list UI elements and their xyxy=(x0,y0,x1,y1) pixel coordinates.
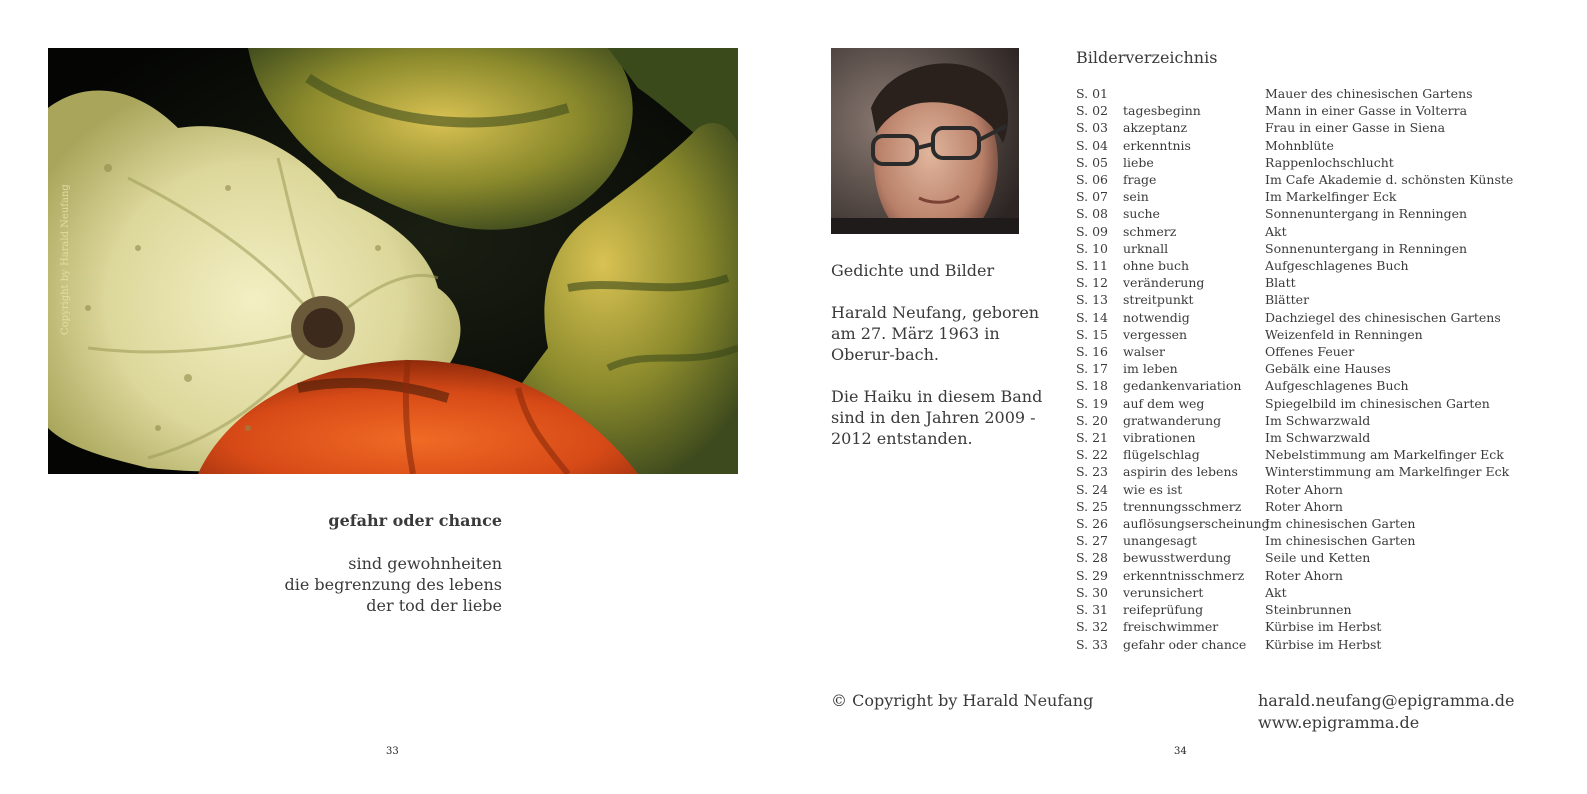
index-page-number: S. 11 xyxy=(1076,258,1108,274)
index-page-number: S. 10 xyxy=(1076,240,1108,256)
bio-paragraph-haiku: Die Haiku in diesem Band sind in den Jahren 2009 - 2012 entstanden. xyxy=(831,387,1043,448)
author-portrait-image xyxy=(831,48,1019,234)
index-page-number: S. 04 xyxy=(1076,137,1108,153)
picture-index-rows xyxy=(1076,85,1516,653)
index-page-number: S. 16 xyxy=(1076,344,1108,360)
index-picture-title: Kürbise im Herbst xyxy=(1265,619,1382,635)
index-page-number: S. 18 xyxy=(1076,378,1108,394)
index-picture-title: Dachziegel des chinesischen Gartens xyxy=(1265,309,1501,325)
index-page-number: S. 25 xyxy=(1076,498,1108,514)
right-page xyxy=(793,0,1587,794)
index-poem-title: vergessen xyxy=(1123,326,1188,342)
picture-index xyxy=(1076,48,1516,653)
index-poem-title: erkenntnis xyxy=(1123,137,1191,153)
index-page-number: S. 12 xyxy=(1076,275,1108,291)
index-poem-title: auf dem weg xyxy=(1123,395,1205,411)
author-portrait xyxy=(831,48,1019,234)
author-bio xyxy=(831,260,1061,470)
picture-index-heading: Bilderverzeichnis xyxy=(1076,48,1218,67)
index-page-number: S. 09 xyxy=(1076,223,1108,239)
index-picture-title: Akt xyxy=(1265,584,1287,600)
index-poem-title: verunsichert xyxy=(1123,584,1204,600)
photo-credit-text: Copyright by Harald Neufang xyxy=(60,184,71,335)
index-poem-title: ohne buch xyxy=(1123,258,1190,274)
photo-credit-watermark xyxy=(48,184,71,335)
index-poem-title: tagesbeginn xyxy=(1123,103,1201,119)
index-poem-title: bewusstwerdung xyxy=(1123,550,1232,566)
index-page-number: S. 07 xyxy=(1076,189,1108,205)
index-picture-title: Im Schwarzwald xyxy=(1265,430,1371,446)
index-poem-title: streitpunkt xyxy=(1123,292,1194,308)
picture-index-row xyxy=(1076,567,1516,584)
index-poem-title: liebe xyxy=(1123,154,1154,170)
index-picture-title: Blätter xyxy=(1265,292,1310,308)
index-poem-title: im leben xyxy=(1123,361,1178,377)
index-picture-title: Gebälk eine Hauses xyxy=(1265,361,1391,377)
picture-index-row xyxy=(1076,137,1516,154)
index-poem-title: trennungsschmerz xyxy=(1123,498,1242,514)
picture-index-row xyxy=(1076,601,1516,618)
index-page-number: S. 13 xyxy=(1076,292,1108,308)
index-picture-title: Mauer des chinesischen Gartens xyxy=(1265,86,1473,101)
picture-index-row xyxy=(1076,618,1516,635)
picture-index-row xyxy=(1076,119,1516,136)
index-poem-title: schmerz xyxy=(1123,223,1177,239)
page-number: 33 xyxy=(386,746,399,757)
picture-index-row xyxy=(1076,377,1516,394)
index-picture-title: Spiegelbild im chinesischen Garten xyxy=(1265,395,1490,411)
index-page-number: S. 05 xyxy=(1076,154,1108,170)
index-poem-title: veränderung xyxy=(1123,275,1205,291)
index-picture-title: Akt xyxy=(1265,223,1287,239)
index-poem-title: sein xyxy=(1123,189,1149,205)
picture-index-row xyxy=(1076,412,1516,429)
picture-index-row xyxy=(1076,429,1516,446)
index-poem-title: gefahr oder chance xyxy=(1123,636,1247,652)
index-picture-title: Im Schwarzwald xyxy=(1265,412,1371,428)
index-page-number: S. 31 xyxy=(1076,602,1108,618)
index-page-number: S. 21 xyxy=(1076,430,1108,446)
index-picture-title: Seile und Ketten xyxy=(1265,550,1371,566)
index-picture-title: Sonnenuntergang in Renningen xyxy=(1265,206,1468,222)
picture-index-row xyxy=(1076,223,1516,240)
index-picture-title: Frau in einer Gasse in Siena xyxy=(1265,120,1446,136)
website-address: www.epigramma.de xyxy=(1258,713,1420,732)
picture-index-row xyxy=(1076,498,1516,515)
index-page-number: S. 14 xyxy=(1076,309,1108,325)
picture-index-row xyxy=(1076,188,1516,205)
index-picture-title: Offenes Feuer xyxy=(1265,344,1355,360)
picture-index-row xyxy=(1076,291,1516,308)
index-poem-title: freischwimmer xyxy=(1123,619,1219,635)
index-poem-title: walser xyxy=(1123,344,1165,360)
index-picture-title: Im Markelfinger Eck xyxy=(1265,189,1397,205)
index-picture-title: Mann in einer Gasse in Volterra xyxy=(1265,103,1468,119)
poem-title: gefahr oder chance xyxy=(328,511,502,530)
index-picture-title: Steinbrunnen xyxy=(1265,602,1352,618)
index-page-number: S. 17 xyxy=(1076,361,1108,377)
picture-index-row xyxy=(1076,240,1516,257)
index-poem-title: vibrationen xyxy=(1123,430,1196,446)
poem-line: der tod der liebe xyxy=(366,596,502,615)
index-page-number: S. 01 xyxy=(1076,86,1108,101)
index-poem-title: akzeptanz xyxy=(1123,120,1188,136)
picture-index-row xyxy=(1076,102,1516,119)
picture-index-row xyxy=(1076,274,1516,291)
index-picture-title: Roter Ahorn xyxy=(1265,481,1343,497)
picture-index-row xyxy=(1076,446,1516,463)
index-page-number: S. 22 xyxy=(1076,447,1108,463)
copyright-notice: © Copyright by Harald Neufang xyxy=(831,691,1094,710)
index-poem-title: gedankenvariation xyxy=(1123,378,1242,394)
book-subtitle: Gedichte und Bilder xyxy=(831,261,995,280)
index-page-number: S. 26 xyxy=(1076,516,1108,532)
index-poem-title: flügelschlag xyxy=(1123,447,1200,463)
pumpkin-photo xyxy=(48,48,738,474)
index-page-number: S. 20 xyxy=(1076,412,1108,428)
left-page xyxy=(0,0,793,794)
picture-index-row xyxy=(1076,549,1516,566)
index-poem-title: suche xyxy=(1123,206,1160,222)
index-picture-title: Aufgeschlagenes Buch xyxy=(1265,258,1409,274)
index-picture-title: Aufgeschlagenes Buch xyxy=(1265,378,1409,394)
index-poem-title: auflösungserscheinung xyxy=(1123,516,1270,532)
picture-index-row xyxy=(1076,85,1516,102)
index-picture-title: Kürbise im Herbst xyxy=(1265,636,1382,652)
poem xyxy=(102,510,502,616)
index-page-number: S. 15 xyxy=(1076,326,1108,342)
index-page-number: S. 23 xyxy=(1076,464,1108,480)
index-picture-title: Nebelstimmung am Markelfinger Eck xyxy=(1265,447,1504,463)
picture-index-row xyxy=(1076,257,1516,274)
bio-paragraph-birth: Harald Neufang, geboren am 27. März 1963 in Oberur-bach. xyxy=(831,303,1040,364)
index-page-number: S. 33 xyxy=(1076,636,1108,652)
index-poem-title: urknall xyxy=(1123,240,1169,256)
index-poem-title: unangesagt xyxy=(1123,533,1197,549)
index-picture-title: Weizenfeld in Renningen xyxy=(1265,326,1423,342)
index-picture-title: Im chinesischen Garten xyxy=(1265,516,1416,532)
index-picture-title: Roter Ahorn xyxy=(1265,567,1343,583)
index-poem-title: aspirin des lebens xyxy=(1123,464,1238,480)
index-picture-title: Blatt xyxy=(1265,275,1296,291)
poem-line: sind gewohnheiten xyxy=(348,554,502,573)
index-picture-title: Im Cafe Akademie d. schönsten Künste xyxy=(1265,172,1514,188)
picture-index-row xyxy=(1076,154,1516,171)
index-poem-title xyxy=(1123,85,1265,102)
contact-info xyxy=(1258,690,1515,734)
page-number: 34 xyxy=(1174,746,1187,757)
picture-index-row xyxy=(1076,532,1516,549)
index-picture-title: Sonnenuntergang in Renningen xyxy=(1265,240,1468,256)
index-poem-title: reifeprüfung xyxy=(1123,602,1204,618)
index-page-number: S. 03 xyxy=(1076,120,1108,136)
index-page-number: S. 28 xyxy=(1076,550,1108,566)
index-poem-title: wie es ist xyxy=(1123,481,1183,497)
picture-index-row xyxy=(1076,584,1516,601)
pumpkin-photo-image xyxy=(48,48,738,474)
picture-index-row xyxy=(1076,326,1516,343)
email-address: harald.neufang@epigramma.de xyxy=(1258,691,1515,710)
index-page-number: S. 02 xyxy=(1076,103,1108,119)
index-page-number: S. 30 xyxy=(1076,584,1108,600)
picture-index-row xyxy=(1076,481,1516,498)
picture-index-row xyxy=(1076,171,1516,188)
index-poem-title: notwendig xyxy=(1123,309,1190,325)
picture-index-row xyxy=(1076,395,1516,412)
index-page-number: S. 08 xyxy=(1076,206,1108,222)
poem-line: die begrenzung des lebens xyxy=(284,575,502,594)
index-page-number: S. 27 xyxy=(1076,533,1108,549)
index-picture-title: Winterstimmung am Markelfinger Eck xyxy=(1265,464,1510,480)
index-page-number: S. 29 xyxy=(1076,567,1108,583)
picture-index-row xyxy=(1076,360,1516,377)
picture-index-row xyxy=(1076,205,1516,222)
index-picture-title: Roter Ahorn xyxy=(1265,498,1343,514)
index-picture-title: Rappenlochschlucht xyxy=(1265,154,1394,170)
index-poem-title: gratwanderung xyxy=(1123,412,1222,428)
index-page-number: S. 24 xyxy=(1076,481,1108,497)
picture-index-row xyxy=(1076,515,1516,532)
picture-index-row xyxy=(1076,463,1516,480)
picture-index-row xyxy=(1076,343,1516,360)
index-poem-title: frage xyxy=(1123,172,1157,188)
index-picture-title: Im chinesischen Garten xyxy=(1265,533,1416,549)
picture-index-row xyxy=(1076,309,1516,326)
index-page-number: S. 32 xyxy=(1076,619,1108,635)
picture-index-row xyxy=(1076,636,1516,653)
index-page-number: S. 19 xyxy=(1076,395,1108,411)
index-poem-title: erkenntnisschmerz xyxy=(1123,567,1245,583)
index-page-number: S. 06 xyxy=(1076,172,1108,188)
index-picture-title: Mohnblüte xyxy=(1265,137,1334,153)
